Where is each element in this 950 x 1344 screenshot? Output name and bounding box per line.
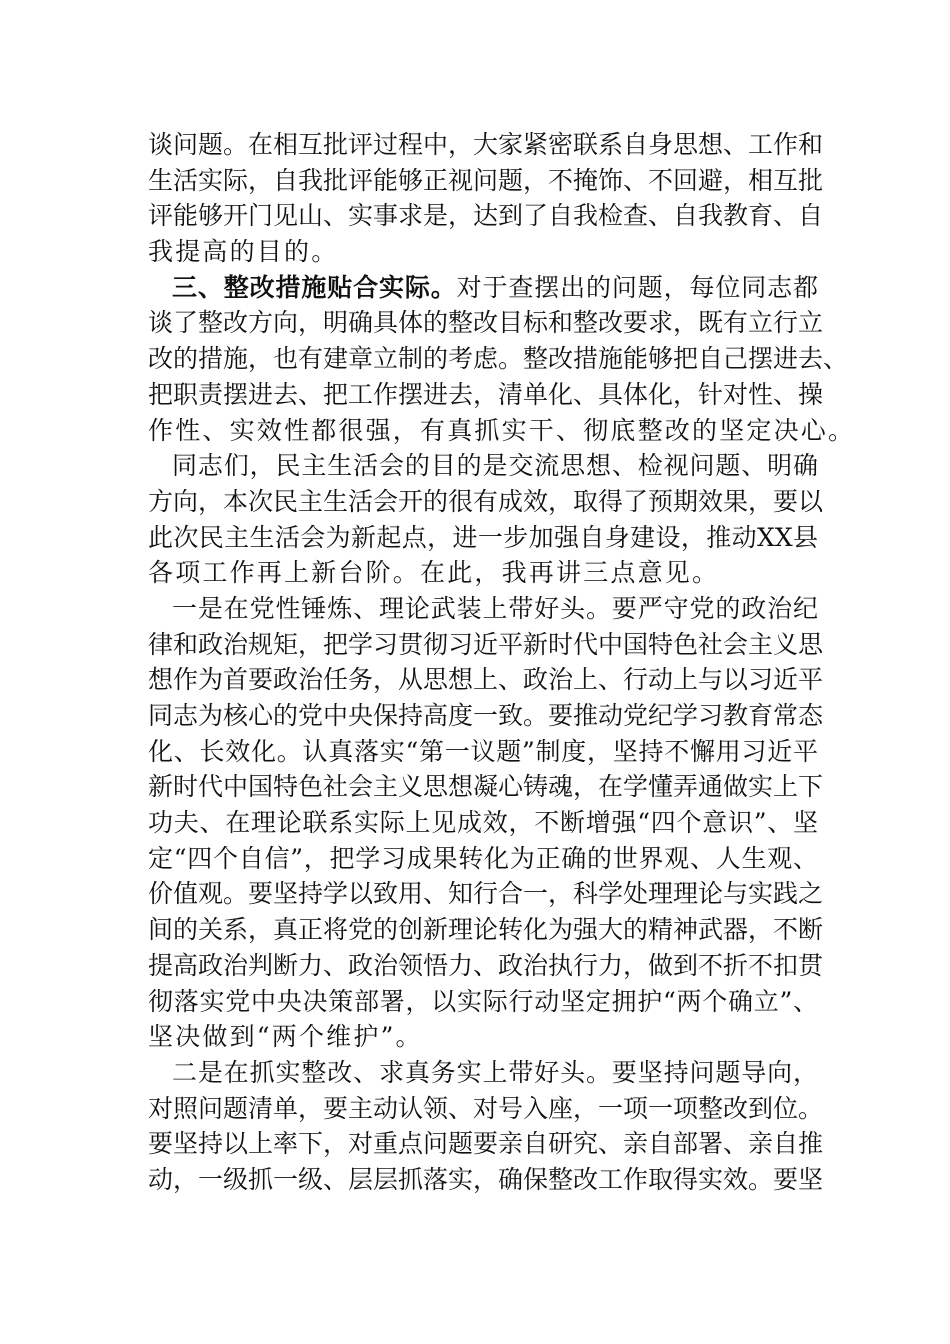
text-line: 同志为核心的党中央保持高度一致。要推动党纪学习教育常态 [148,701,824,730]
paragraph [148,127,824,270]
paragraph [148,591,824,1055]
text-line: 我提高的目的。 [148,237,339,267]
text-line: 彻落实党中央决策部署，以实际行动坚定拥护“两个确立”、 [148,986,818,1016]
text-line: 作性、实效性都很强，有真抓实干、彻底整改的坚定决心。 [148,415,856,445]
document-page [148,127,856,1198]
text-line: 坚决做到“两个维护”。 [148,1022,423,1052]
paragraph [148,1055,824,1198]
text-line: 提高政治判断力、政治领悟力、政治执行力，做到不折不扣贯 [148,950,824,980]
text-line: 功夫、在理论联系实际上见成效，不断增强“四个意识”、坚 [148,808,818,838]
text-line: 一是在党性锤炼、理论武装上带好头。要严守党的政治纪 [172,593,818,623]
text-line: 谈问题。在相互批评过程中，大家紧密联系自身思想、工作和 [148,130,824,159]
text-line: 律和政治规矩，把学习贯彻习近平新时代中国特色社会主义思 [148,629,824,659]
text-line: 评能够开门见山、实事求是，达到了自我检查、自我教育、自 [148,201,824,231]
text-line: 二是在抓实整改、求真务实上带好头。要坚持问题导向， [172,1057,818,1087]
text-line: 同志们，民主生活会的目的是交流思想、检视问题、明确 [172,451,818,481]
text-line: 对照问题清单，要主动认领、对号入座，一项一项整改到位。 [148,1093,824,1123]
section-heading: 三、整改措施贴合实际。 [172,272,457,302]
text-line: 化、长效化。认真落实“第一议题”制度，坚持不懈用习近平 [148,736,818,766]
text-line: 改的措施，也有建章立制的考虑。整改措施能够把自己摆进去、 [148,344,849,374]
text-line: 定“四个自信”，把学习成果转化为正确的世界观、人生观、 [148,843,818,873]
text-line: 新时代中国特色社会主义思想凝心铸魂，在学懂弄通做实上下 [148,772,824,802]
text-line: 各项工作再上新台阶。在此，我再讲三点意见。 [148,558,720,588]
text-line: 谈了整改方向，明确具体的整改目标和整改要求，既有立行立 [148,308,824,338]
text-line: 此次民主生活会为新起点，进一步加强自身建设，推动XX县 [148,522,818,552]
paragraph [148,448,824,591]
text-line: 生活实际，自我批评能够正视问题，不掩饰、不回避，相互批 [148,165,824,195]
text-line: 方向，本次民主生活会开的很有成效，取得了预期效果，要以 [148,486,824,516]
text-line: 把职责摆进去、把工作摆进去，清单化、具体化，针对性、操 [148,379,824,409]
text-line: 要坚持以上率下，对重点问题要亲自研究、亲自部署、亲自推 [148,1129,824,1159]
paragraph-rectification [148,270,856,448]
text-line: 价值观。要坚持学以致用、知行合一，科学处理理论与实践之 [148,879,824,909]
text-line: 间的关系，真正将党的创新理论转化为强大的精神武器，不断 [148,915,824,945]
text-line: 想作为首要政治任务，从思想上、政治上、行动上与以习近平 [148,665,824,695]
text-run: 对于查摆出的问题，每位同志都 [456,272,818,302]
text-line: 动，一级抓一级、层层抓落实，确保整改工作取得实效。要坚 [148,1164,824,1194]
text-line [148,270,818,306]
